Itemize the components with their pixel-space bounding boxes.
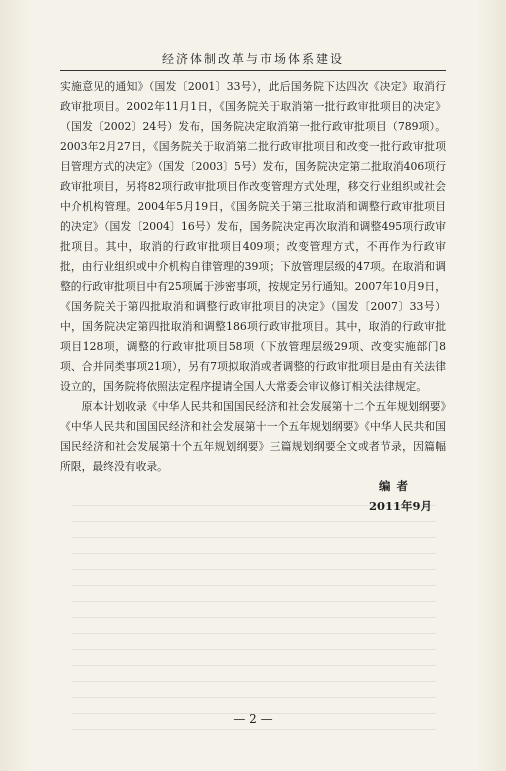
body-text (60, 77, 446, 477)
signature-date: 2011年9月 (368, 499, 432, 513)
header-rule (60, 70, 446, 71)
running-header: 经济体制改革与市场体系建设 (161, 52, 344, 66)
page-number: — 2 — (233, 712, 273, 726)
paragraph-outline-note: 原本计划收录《中华人民共和国国民经济和社会发展第十二个五年规划纲要》《中华人民共和国国民经济和社会发展第十一个五年规划纲要》《中华人民共和国国民经济和社会发展第十个五年规划纲要》三篇规划纲要全文或者节录，因篇幅所限，最终没有收录。 (60, 400, 446, 473)
paragraph-continued: 实施意见的通知》（国发〔2001〕33号），此后国务院下达四次《决定》取消行政审批项目。2002年11月1日，《国务院关于取消第一批行政审批项目的决定》（国发〔2002〕24号）发布，国务院决定取消第一批行政审批项目（789项）。2003年2月27日，《国务院关于取消第二批行政审批项目和改变一批行政审批项目管理方式的决定》（国发〔2003〕5号）发布，国务院决定第二批取消406项行政审批项目，另将82项行政审批项目作改变管理方式处理，移交行业组织或社会中介机构管理。2004年5月19日，《国务院关于第三批取消和调整行政审批项目的决定》（国发〔2004〕16号）发布，国务院决定再次取消和调整495项行政审批项目。其中，取消的行政审批项目409项；改变管理方式，不再作为行政审批，由行业组织或中介机构自律管理的39项；下放管理层级的47项。在取消和调整的行政审批项目中有25项属于涉密事项，按规定另行通知。2007年10月9日，《国务院关于第四批取消和调整行政审批项目的决定》（国发〔2007〕33号）中，国务院决定第四批取消和调整186项行政审批项目。其中，取消的行政审批项目128项，调整的行政审批项目58项（下放管理层级29项、改变实施部门8项、合并同类事项21项），另有7项拟取消或者调整的行政审批项目是由有关法律设立的，国务院将依照法定程序提请全国人大常委会审议修订相关法律规定。 (60, 80, 446, 393)
editor-signature: 编者 (379, 479, 414, 493)
show-through-texture (72, 500, 436, 730)
